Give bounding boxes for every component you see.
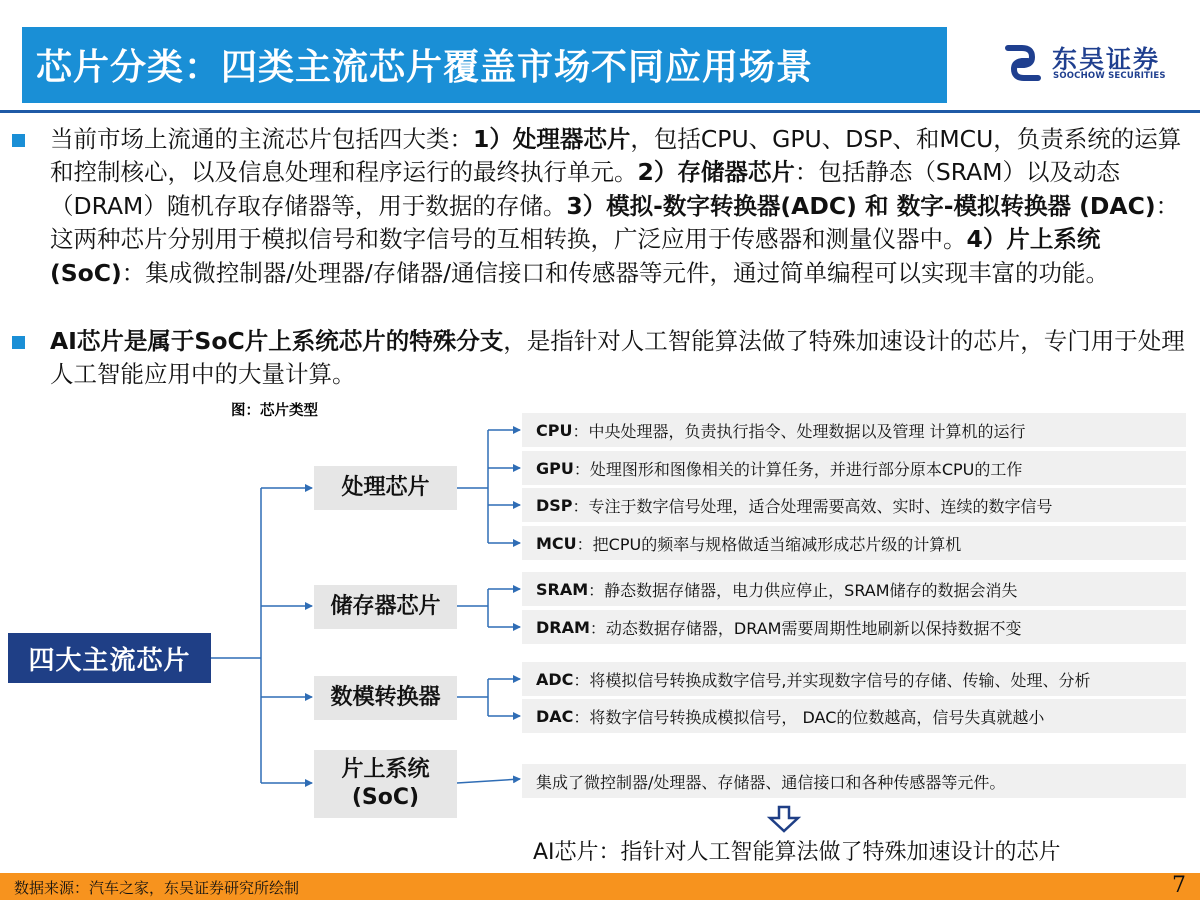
bold-segment: 3）模拟-数字转换器(ADC) 和 数字-模拟转换器 (DAC) xyxy=(566,191,1156,220)
leaf-node-mcu xyxy=(522,526,1186,560)
bold-segment: AI芯片是属于SoC片上系统芯片的特殊分支 xyxy=(50,327,504,355)
down-arrow-icon xyxy=(770,807,798,831)
leaf-term: ADC xyxy=(536,669,574,689)
category-node-converter: 数模转换器 xyxy=(314,676,457,720)
leaf-term: SRAM xyxy=(536,579,589,599)
memory-connectors xyxy=(457,589,520,627)
leaf-description: 集成了微控制器/处理器、存储器、通信接口和各种传感器等元件。 xyxy=(536,772,1006,792)
leaf-description: ：中央处理器，负责执行指令、处理数据以及管理 计算机的运行 xyxy=(572,421,1026,441)
text-segment: ：这两种芯片分别用于模拟信号和数字信号的互相转换，广泛应用于传感器和测量仪器中。 xyxy=(50,191,1180,254)
leaf-description: ：处理图形和图像相关的计算任务，并进行部分原本CPU的工作 xyxy=(573,459,1023,479)
leaf-term: MCU xyxy=(536,533,577,553)
leaf-description: ：将数字信号转换成模拟信号， DAC的位数越高，信号失真就越小 xyxy=(573,707,1045,727)
leaf-description: ：将模拟信号转换成数字信号,并实现数字信号的存储、传输、处理、分析 xyxy=(573,670,1091,690)
leaf-node-dram xyxy=(522,610,1186,644)
leaf-description: ：动态数据存储器，DRAM需要周期性地刷新以保持数据不变 xyxy=(589,618,1022,638)
ai-chip-conclusion: AI芯片：指针对人工智能算法做了特殊加速设计的芯片 xyxy=(533,840,1061,865)
root-connectors xyxy=(211,488,312,783)
converter-connectors xyxy=(457,679,520,716)
bold-segment: 2）存储器芯片 xyxy=(637,158,795,187)
leaf-term: CPU xyxy=(536,420,573,440)
bold-segment: 1）处理器芯片 xyxy=(473,125,631,153)
leaf-node-soc xyxy=(522,764,1186,798)
processor-connectors xyxy=(457,430,520,543)
leaf-node-adc xyxy=(522,662,1186,696)
root-node: 四大主流芯片 xyxy=(8,633,211,683)
leaf-description: ：静态数据存储器，电力供应停止，SRAM储存的数据会消失 xyxy=(588,580,1018,600)
leaf-term: DAC xyxy=(536,706,574,726)
soc-connectors xyxy=(457,779,520,783)
leaf-node-dac xyxy=(522,699,1186,733)
logo-english-name: SOOCHOW SECURITIES xyxy=(1053,71,1166,81)
bold-segment: 4）片上系统(SoC) xyxy=(50,225,1101,287)
logo-chinese-name: 东吴证券 xyxy=(1052,45,1161,74)
data-source-note: 数据来源：汽车之家，东吴证券研究所绘制 xyxy=(14,879,300,897)
leaf-term: DSP xyxy=(536,495,573,515)
leaf-node-dsp xyxy=(522,488,1186,522)
leaf-node-sram xyxy=(522,572,1186,606)
figure-caption: 图：芯片类型 xyxy=(231,403,318,419)
page-number: 7 xyxy=(1172,873,1186,898)
leaf-description: ：专注于数字信号处理，适合处理需要高效、实时、连续的数字信号 xyxy=(572,496,1053,516)
category-node-processor: 处理芯片 xyxy=(314,466,457,510)
text-segment: ，是指针对人工智能算法做了特殊加速设计的芯片，专门用于处理人工智能应用中的大量计算。 xyxy=(50,327,1185,389)
leaf-term: DRAM xyxy=(536,617,590,637)
page-title: 芯片分类：四类主流芯片覆盖市场不同应用场景 xyxy=(36,47,814,88)
category-node-memory: 储存器芯片 xyxy=(314,585,457,629)
footer-bar xyxy=(0,873,1200,900)
leaf-node-gpu xyxy=(522,451,1186,485)
text-segment: ，包括CPU、GPU、DSP、和MCU，负责系统的运算和控制核心，以及信息处理和程序运行的最终执行单元。 xyxy=(50,125,1182,187)
text-segment: 当前市场上流通的主流芯片包括四大类： xyxy=(50,125,473,153)
category-node-soc: 片上系统 (SoC) xyxy=(314,750,457,818)
leaf-term: GPU xyxy=(536,458,574,478)
text-segment: ：集成微控制器/处理器/存储器/通信接口和传感器等元件，通过简单编程可以实现丰富的功能。 xyxy=(121,258,1110,287)
leaf-description: ：把CPU的频率与规格做适当缩减形成芯片级的计算机 xyxy=(576,534,962,554)
text-segment: ：包括静态（SRAM）以及动态（DRAM）随机存取存储器等，用于数据的存储。 xyxy=(50,158,1121,220)
leaf-node-cpu xyxy=(522,413,1186,447)
